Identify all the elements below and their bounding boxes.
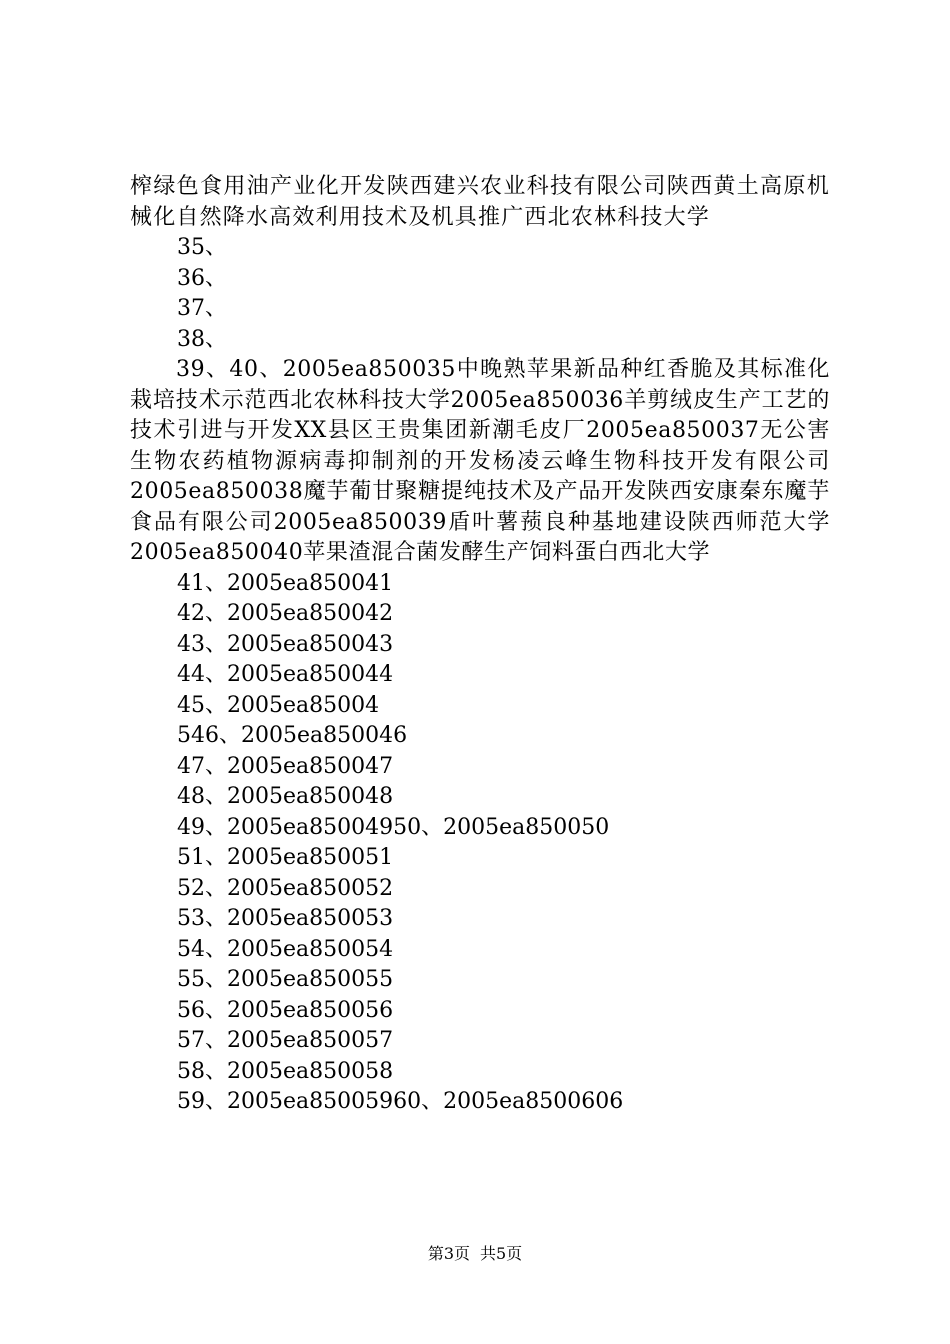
list-item: 54、2005ea850054 xyxy=(177,936,394,962)
page-footer xyxy=(0,1244,950,1264)
list-item: 53、2005ea850053 xyxy=(177,906,394,931)
page-total: 共5页 xyxy=(480,1244,523,1263)
list-item: 59、2005ea85005960、2005ea8500606 xyxy=(177,1089,624,1114)
document-body xyxy=(130,172,830,1118)
list-item: 55、2005ea850055 xyxy=(177,967,394,992)
list-item: 56、2005ea850056 xyxy=(177,997,394,1023)
list-item: 42、2005ea850042 xyxy=(177,601,394,626)
list-item: 51、2005ea850051 xyxy=(177,845,394,870)
intro-paragraph: 榨绿色食用油产业化开发陕西建兴农业科技有限公司陕西黄土高原机械化自然降水高效利用技术及机具推广西北农林科技大学 xyxy=(130,174,830,230)
list-item: 47、2005ea850047 xyxy=(177,753,394,779)
list-item: 48、2005ea850048 xyxy=(177,784,394,809)
page-number: 第3页 xyxy=(427,1244,470,1263)
list-item: 38、 xyxy=(177,326,227,352)
list-item: 546、2005ea850046 xyxy=(177,723,408,748)
project-list-paragraph: 39、40、2005ea850035中晚熟苹果新品种红香脆及其标准化栽培技术示范西北农林科技大学2005ea850036羊剪绒皮生产工艺的技术引进与开发XX县区王贵集团新潮毛皮厂2005ea850037无公害生物农药植物源病毒抑制剂的开发杨凌云峰生物科技开发有限公司2005ea850038魔芋葡甘聚糖提纯技术及产品开发陕西安康秦东魔芋食品有限公司2005ea850039盾叶薯蓣良种基地建设陕西师范大学2005ea850040苹果渣混合菌发酵生产饲料蛋白西北大学 xyxy=(130,357,830,565)
list-item: 52、2005ea850052 xyxy=(177,875,394,901)
list-item: 43、2005ea850043 xyxy=(177,631,394,657)
list-item: 45、2005ea85004 xyxy=(177,692,380,718)
list-item: 44、2005ea850044 xyxy=(177,662,394,687)
list-item: 41、2005ea850041 xyxy=(177,570,394,596)
list-item: 35、 xyxy=(177,235,227,260)
list-item: 36、 xyxy=(177,265,227,291)
list-item: 57、2005ea850057 xyxy=(177,1028,394,1053)
list-item: 37、 xyxy=(177,296,227,321)
list-item: 58、2005ea850058 xyxy=(177,1058,394,1084)
list-item: 49、2005ea85004950、2005ea850050 xyxy=(177,814,610,840)
